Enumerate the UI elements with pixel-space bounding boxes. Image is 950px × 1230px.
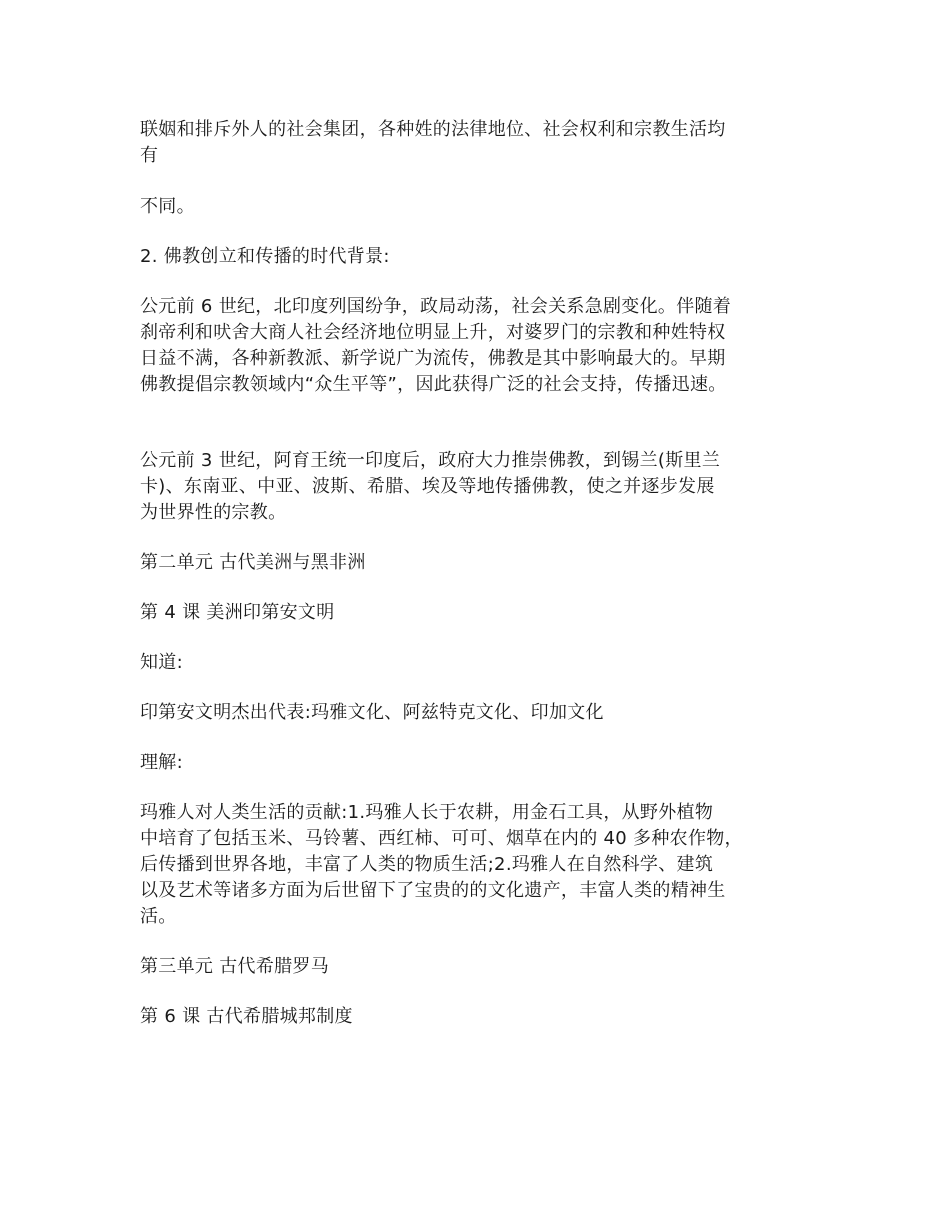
paragraph-buddhism-spread: 公元前 3 世纪，阿育王统一印度后，政府大力推崇佛教，到锡兰(斯里兰 卡)、东南亚、中亚、波斯、希腊、埃及等地传播佛教，使之并逐步发展 为世界性的宗教。 (140, 450, 721, 523)
paragraph-caste-end: 不同。 (140, 196, 195, 217)
lesson-heading-greek-city-states: 第 6 课 古代希腊城邦制度 (140, 1006, 353, 1027)
paragraph-buddhism-origin: 公元前 6 世纪，北印度列国纷争，政局动荡，社会关系急剧变化。伴随着 刹帝利和吠舍大商人社会经济地位明显上升，对婆罗门的宗教和种姓特权 日益不满，各种新教派、新学说广为流传，佛教是其中影响最大的。早期 佛教提倡宗教领域内“众生平等”，因此获得广泛的社会支持，传播迅速。 (140, 296, 732, 395)
paragraph-caste-continued: 联姻和排斥外人的社会集团，各种姓的法律地位、社会权利和宗教生活均 有 (140, 119, 726, 166)
heading-buddhism-background: 2. 佛教创立和传播的时代背景: (140, 246, 390, 267)
paragraph-indian-cultures: 印第安文明杰出代表:玛雅文化、阿兹特克文化、印加文化 (140, 702, 604, 723)
unit-heading-americas-africa: 第二单元 古代美洲与黑非洲 (140, 552, 366, 573)
label-know: 知道: (140, 652, 183, 673)
unit-heading-greece-rome: 第三单元 古代希腊罗马 (140, 956, 330, 977)
label-understand: 理解: (140, 752, 183, 773)
paragraph-maya-contributions: 玛雅人对人类生活的贡献:1.玛雅人长于农耕，用金石工具，从野外植物 中培育了包括玉米、马铃薯、西红柿、可可、烟草在内的 40 多种农作物， 后传播到世界各地，丰富了人类的物质生活;2.玛雅人在自然科学、建筑 以及艺术等诸多方面为后世留下了宝贵的的文化遗产，丰富人类的精神生 活。 (140, 802, 743, 927)
document-page (140, 117, 830, 1030)
lesson-heading-indian-civilization: 第 4 课 美洲印第安文明 (140, 602, 335, 623)
